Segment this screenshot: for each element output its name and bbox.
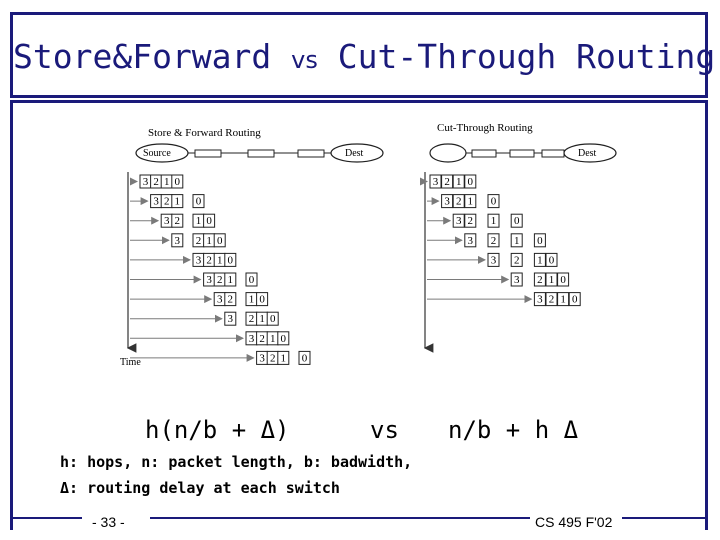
flit-label: 0	[490, 195, 497, 208]
flit-label: 3	[490, 254, 497, 267]
title-store-forward: Store&Forward	[13, 37, 272, 76]
store-forward-formula: h(n/b + Δ)	[145, 416, 290, 444]
flit-label: 1	[467, 195, 474, 208]
store-forward-timeline	[130, 175, 310, 364]
flit-label: 0	[259, 293, 265, 306]
ct-row-1	[427, 175, 476, 188]
flit-label: 0	[548, 254, 555, 267]
sf-row-1	[130, 175, 183, 188]
flit-label: 0	[537, 234, 543, 247]
time-label: Time	[120, 357, 141, 368]
flit-label: 0	[280, 332, 287, 345]
switch-node	[248, 150, 274, 157]
store-forward-path	[136, 144, 383, 162]
sf-row-2	[130, 195, 204, 208]
flit-label: 0	[206, 215, 212, 228]
footer-rule-left	[10, 517, 82, 519]
flit-label: 0	[216, 234, 223, 247]
legend-line-1: h: hops, n: packet length, b: badwidth,	[60, 453, 413, 471]
flit-label: 1	[163, 176, 170, 188]
flit-label: 3	[537, 293, 543, 306]
flit-label: 3	[195, 254, 202, 267]
sf-row-10	[130, 351, 310, 364]
flit-label: 0	[467, 176, 474, 188]
course-label: CS 495 F'02	[535, 514, 613, 530]
flit-label: 3	[206, 274, 212, 286]
sf-row-7	[130, 293, 268, 306]
page-number: - 33 -	[92, 514, 125, 530]
flit-label: 2	[248, 313, 255, 326]
flit-label: 2	[444, 176, 450, 188]
flit-label: 2	[153, 176, 159, 188]
formula-vs: vs	[370, 416, 399, 444]
flit-label: 2	[174, 215, 181, 228]
flit-label: 1	[548, 274, 555, 286]
flit-label: 1	[269, 332, 276, 345]
ct-row-2	[427, 195, 499, 208]
flit-label: 3	[259, 352, 265, 365]
switch-node	[510, 150, 534, 157]
cut-through-formula: n/b + h Δ	[448, 416, 579, 444]
store-forward-panel	[120, 127, 383, 368]
flit-label: 1	[195, 215, 202, 228]
flit-label: 0	[571, 293, 578, 306]
flit-label: 3	[467, 234, 474, 247]
sf-row-3	[130, 214, 215, 227]
flit-label: 2	[216, 274, 223, 286]
cut-through-timeline	[427, 175, 580, 306]
flit-label: 3	[174, 234, 181, 247]
source-label: Source	[143, 148, 171, 159]
switch-node	[542, 150, 564, 157]
flit-label: 1	[513, 234, 520, 247]
flit-label: 2	[513, 254, 520, 267]
switch-node	[298, 150, 324, 157]
flit-label: 2	[206, 254, 212, 267]
flit-label: 0	[269, 313, 276, 326]
sf-row-6	[130, 273, 257, 286]
flit-label: 0	[513, 215, 520, 228]
flit-label: 2	[163, 195, 170, 208]
flit-label: 3	[142, 176, 149, 188]
switch-node	[195, 150, 221, 157]
title-cut-through: Cut-Through Routing	[337, 37, 716, 76]
cut-through-heading: Cut-Through Routing	[437, 122, 533, 134]
flit-label: 1	[560, 293, 566, 306]
flit-label: 2	[195, 234, 202, 247]
dest-label: Dest	[345, 148, 364, 159]
switch-node	[472, 150, 496, 157]
ct-row-7	[427, 293, 580, 306]
footer-rule-right	[622, 517, 708, 519]
flit-label: 3	[513, 274, 520, 286]
flit-label: 1	[248, 293, 255, 306]
flit-label: 1	[455, 176, 462, 188]
flit-label: 2	[537, 274, 543, 286]
flit-label: 3	[216, 293, 223, 306]
flit-label: 3	[248, 332, 255, 345]
flit-label: 1	[227, 274, 234, 286]
flit-label: 3	[444, 195, 450, 208]
title-vs: vs	[291, 46, 318, 74]
flit-label: 3	[227, 313, 234, 326]
flit-label: 2	[467, 215, 474, 228]
sf-row-9	[130, 332, 289, 345]
flit-label: 0	[560, 274, 566, 286]
footer-rule-middle	[150, 517, 530, 519]
flit-label: 1	[537, 254, 543, 267]
ct-row-4	[427, 234, 545, 247]
legend-line-2: Δ: routing delay at each switch	[60, 479, 340, 497]
flit-label: 0	[174, 176, 181, 188]
flit-label: 1	[206, 234, 212, 247]
flit-label: 3	[163, 215, 170, 228]
flit-label: 2	[259, 332, 265, 345]
store-forward-heading: Store & Forward Routing	[148, 127, 261, 139]
ct-row-5	[427, 253, 557, 266]
flit-label: 1	[174, 195, 181, 208]
flit-label: 0	[195, 195, 202, 208]
flit-label: 2	[490, 234, 497, 247]
flit-label: 1	[280, 352, 287, 365]
flit-label: 0	[227, 254, 234, 267]
flit-label: 3	[455, 215, 462, 228]
flit-label: 1	[490, 215, 497, 228]
flit-label: 1	[216, 254, 223, 267]
flit-label: 2	[227, 293, 234, 306]
cut-through-path	[430, 144, 616, 162]
cut-through-panel	[425, 122, 616, 348]
flit-label: 3	[432, 176, 439, 188]
ct-row-3	[427, 214, 522, 227]
sf-row-8	[130, 312, 278, 325]
flit-label: 3	[153, 195, 159, 208]
flit-label: 2	[269, 352, 276, 365]
flit-label: 2	[455, 195, 462, 208]
flit-label: 2	[548, 293, 555, 306]
dest-label: Dest	[578, 148, 597, 159]
sf-row-4	[130, 234, 225, 247]
flit-label: 0	[248, 274, 255, 286]
sf-row-5	[130, 253, 236, 266]
flit-label: 0	[301, 352, 308, 365]
ct-row-6	[427, 273, 569, 286]
flit-label: 1	[259, 313, 265, 326]
source-node	[430, 144, 466, 162]
